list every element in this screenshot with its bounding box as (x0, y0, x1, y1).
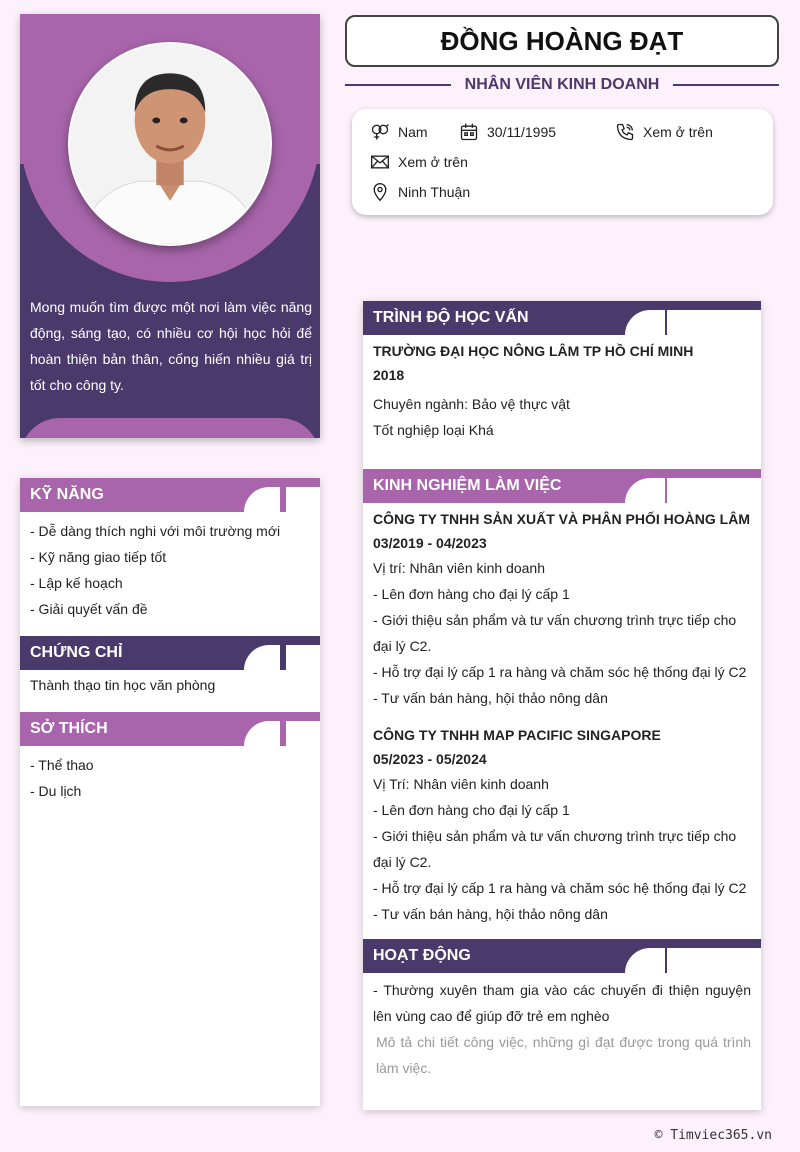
activities-body (363, 973, 761, 1081)
certificates-list (20, 670, 320, 698)
certificates-header (20, 636, 320, 670)
phone-icon (615, 122, 635, 142)
job-entry (373, 507, 751, 711)
skills-header (20, 478, 320, 512)
activities-title: HOẠT ĐỘNG (373, 947, 471, 964)
education-section (363, 301, 761, 443)
divider (673, 84, 779, 86)
job-task: - Hỗ trợ đại lý cấp 1 ra hàng và chăm sóc hệ thống đại lý C2 (373, 880, 747, 896)
experience-title: KINH NGHIỆM LÀM VIỆC (373, 477, 562, 494)
education-header (363, 301, 761, 335)
job-task: - Tư vấn bán hàng, hội thảo nông dân (373, 906, 608, 922)
graduation-grade: Tốt nghiệp loại Khá (373, 422, 494, 438)
job-period: 03/2019 - 04/2023 (373, 535, 487, 551)
job-task: - Giới thiệu sản phẩm và tư vấn chương trình trực tiếp cho đại lý C2. (373, 828, 737, 870)
divider (345, 84, 451, 86)
profile-card (20, 14, 320, 438)
job-title: NHÂN VIÊN KINH DOANH (464, 76, 660, 93)
skills-title: KỸ NĂNG (30, 486, 104, 503)
list-item: Thành thạo tin học văn phòng (30, 677, 216, 693)
job-period: 05/2023 - 05/2024 (373, 751, 487, 767)
list-item: - Thể thao (30, 757, 94, 773)
list-item: - Dễ dàng thích nghi với môi trường mới (30, 523, 281, 539)
activities-header (363, 939, 761, 973)
activity-placeholder: Mô tả chi tiết công việc, những gì đạt được trong quá trình làm việc. (376, 1034, 751, 1076)
skills-list (20, 512, 320, 622)
job-position: Vị trí: Nhân viên kinh doanh (373, 560, 545, 576)
email-icon (370, 152, 390, 172)
job-entry (373, 723, 751, 927)
list-item: - Giải quyết vấn đề (30, 601, 148, 617)
job-task: - Giới thiệu sản phẩm và tư vấn chương trình trực tiếp cho đại lý C2. (373, 612, 737, 654)
experience-section (363, 469, 761, 927)
contact-dob: 30/11/1995 (459, 120, 556, 144)
contact-box (352, 109, 773, 215)
hobbies-list (20, 746, 320, 804)
experience-header (363, 469, 761, 503)
career-objective: Mong muốn tìm được một nơi làm việc năng động, sáng tạo, có nhiều cơ hội học hỏi để hoàn thiện bản thân, cống hiến nhiều giá trị tốt cho công ty. (30, 299, 312, 393)
gender-icon (370, 122, 390, 142)
candidate-name: ĐỒNG HOÀNG ĐẠT (345, 15, 779, 67)
major: Chuyên ngành: Bảo vệ thực vật (373, 396, 570, 412)
graduation-year: 2018 (373, 367, 405, 383)
education-body (363, 339, 761, 443)
activity-text: - Thường xuyên tham gia vào các chuyến đi thiện nguyện lên vùng cao để giúp đỡ trẻ em nghèo (373, 982, 751, 1024)
list-item: - Lập kế hoạch (30, 575, 123, 591)
hobbies-title: SỞ THÍCH (30, 720, 108, 737)
job-position: Vị Trí: Nhân viên kinh doanh (373, 776, 549, 792)
contact-gender: Nam (370, 120, 428, 144)
education-title: TRÌNH ĐỘ HỌC VẤN (373, 309, 529, 326)
contact-phone: Xem ở trên (615, 120, 713, 144)
location-pin-icon (370, 182, 390, 202)
company-name: CÔNG TY TNHH MAP PACIFIC SINGAPORE (373, 727, 661, 743)
left-panel (20, 478, 320, 1106)
footer-copyright: © Timviec365.vn (654, 1128, 772, 1143)
company-name: CÔNG TY TNHH SẢN XUẤT VÀ PHÂN PHỐI HOÀNG LÂM (373, 511, 750, 527)
avatar-photo-icon (70, 44, 270, 244)
certificates-title: CHỨNG CHỈ (30, 644, 123, 661)
contact-email: Xem ở trên (370, 150, 468, 174)
job-task: - Tư vấn bán hàng, hội thảo nông dân (373, 690, 608, 706)
activities-section (363, 939, 761, 1081)
job-title-row (345, 74, 779, 96)
list-item: - Du lịch (30, 783, 82, 799)
job-task: - Lên đơn hàng cho đại lý cấp 1 (373, 802, 570, 818)
contact-address: Ninh Thuận (370, 180, 470, 204)
list-item: - Kỹ năng giao tiếp tốt (30, 549, 167, 565)
job-task: - Lên đơn hàng cho đại lý cấp 1 (373, 586, 570, 602)
calendar-icon (459, 122, 479, 142)
right-panel (363, 301, 761, 1110)
experience-body (363, 507, 761, 927)
hobbies-header (20, 712, 320, 746)
job-task: - Hỗ trợ đại lý cấp 1 ra hàng và chăm sóc hệ thống đại lý C2 (373, 664, 747, 680)
school-name: TRƯỜNG ĐẠI HỌC NÔNG LÂM TP HỒ CHÍ MINH (373, 343, 694, 359)
avatar (68, 42, 272, 246)
